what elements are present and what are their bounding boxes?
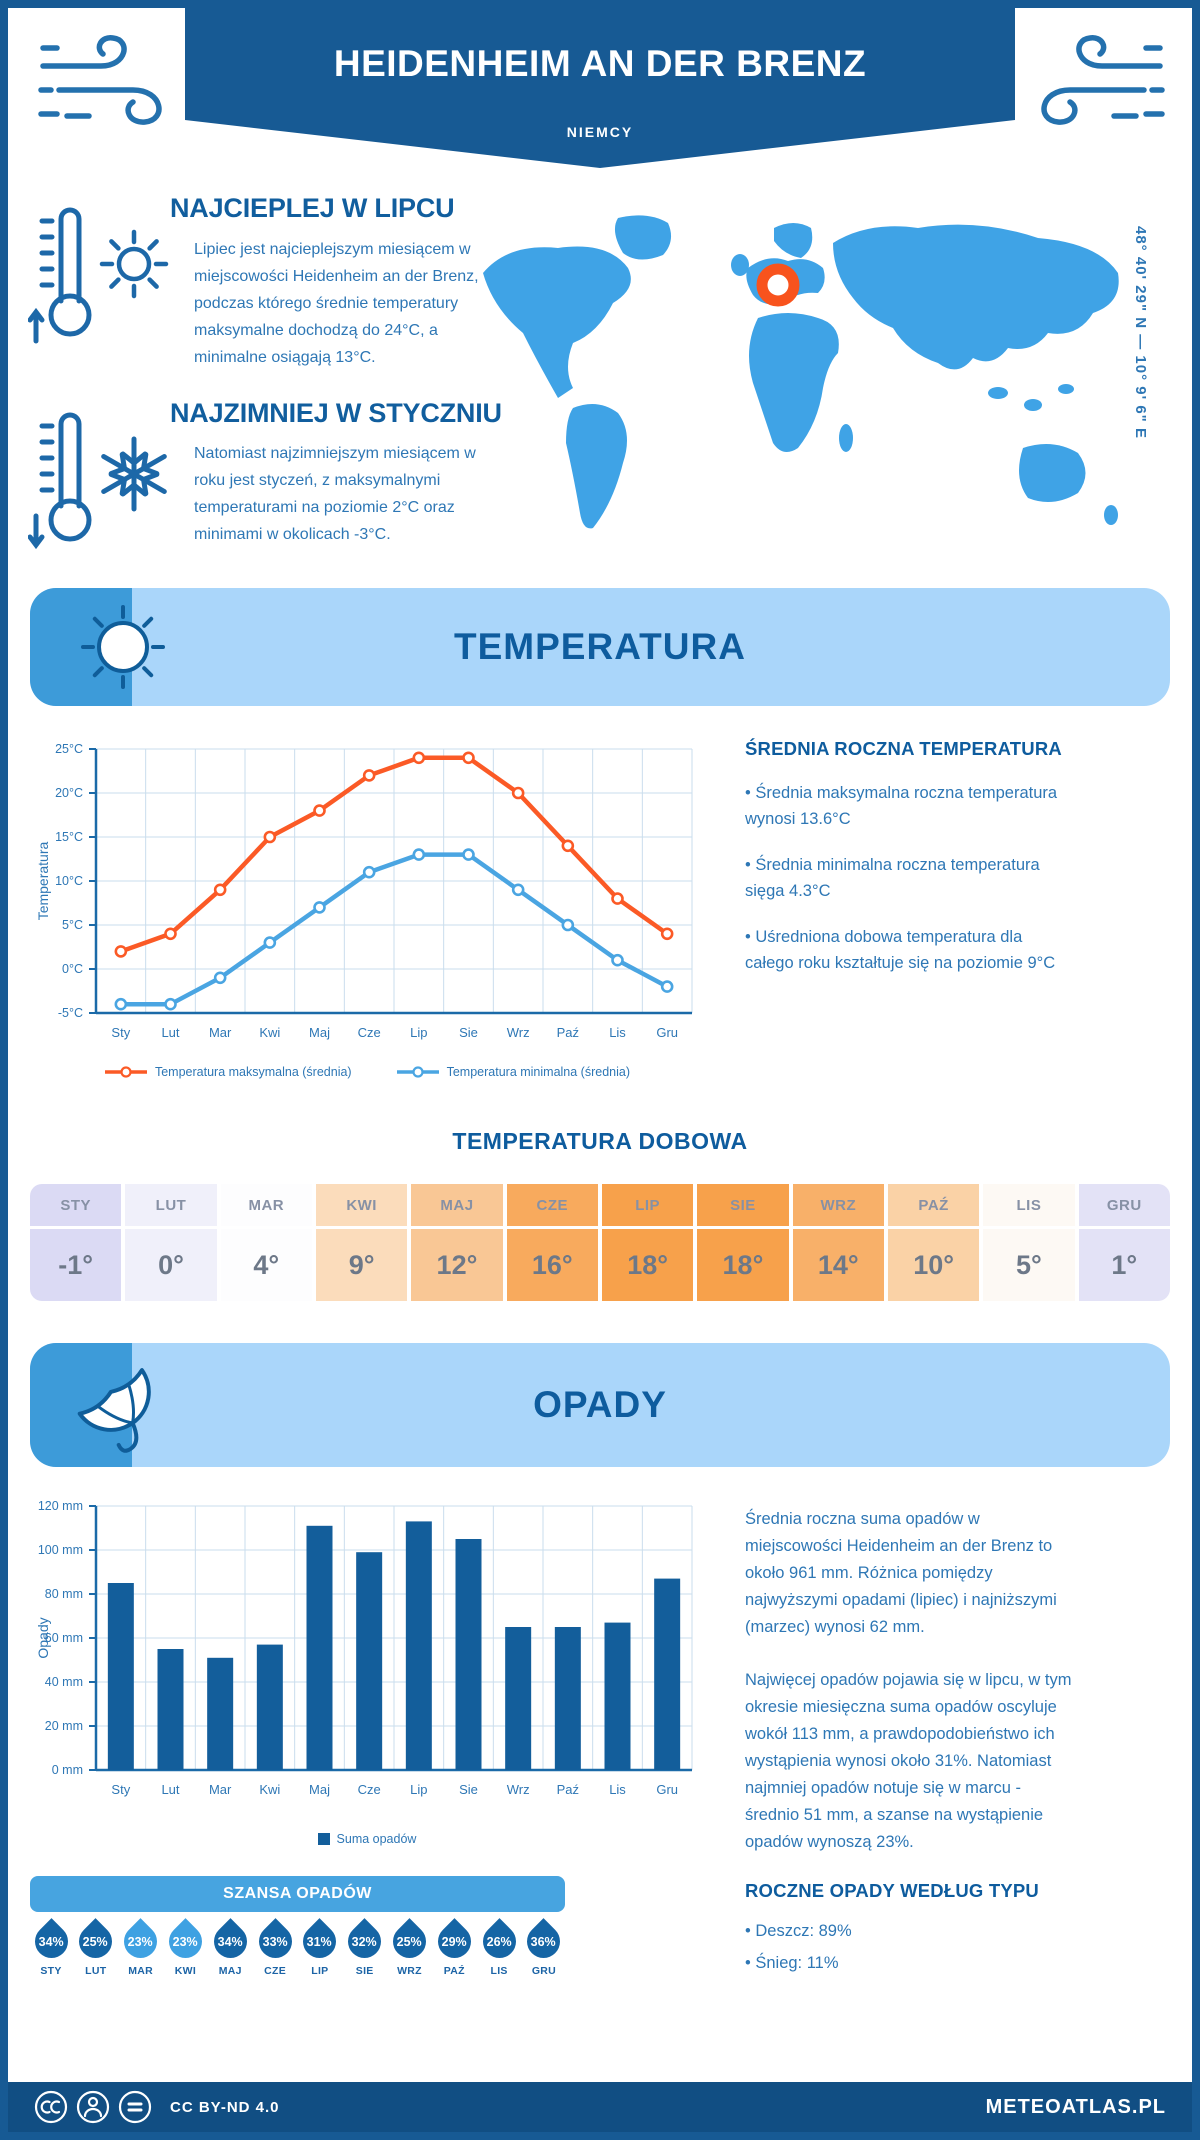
daily-temp-column bbox=[602, 1184, 693, 1301]
legend-line-marker bbox=[104, 1066, 148, 1078]
svg-text:Mar: Mar bbox=[208, 1782, 232, 1797]
svg-text:100 mm: 100 mm bbox=[37, 1543, 83, 1557]
daily-temp-month: MAJ bbox=[411, 1184, 502, 1226]
daily-temp-column bbox=[983, 1184, 1074, 1301]
svg-text:Gru: Gru bbox=[656, 1025, 679, 1040]
water-drop-icon bbox=[162, 1918, 209, 1965]
svg-text:Kwi: Kwi bbox=[259, 1025, 281, 1040]
water-drop-icon bbox=[72, 1918, 119, 1965]
page-title: HEIDENHEIM AN DER BRENZ bbox=[333, 43, 867, 84]
water-drop-icon bbox=[341, 1918, 388, 1965]
temperature-legend bbox=[32, 1065, 702, 1079]
svg-text:20 mm: 20 mm bbox=[44, 1719, 83, 1733]
svg-text:Wrz: Wrz bbox=[506, 1782, 530, 1797]
daily-temperature-heading: TEMPERATURA DOBOWA bbox=[452, 1128, 748, 1154]
chance-drop-item bbox=[478, 1916, 520, 1977]
daily-temp-value: 18° bbox=[602, 1229, 693, 1301]
annual-temp-bullet: • Średnia minimalna roczna temperatura sięga 4.3°C bbox=[745, 856, 1040, 900]
daily-temp-month: PAŹ bbox=[888, 1184, 979, 1226]
daily-temp-value: 18° bbox=[697, 1229, 788, 1301]
chance-month: GRU bbox=[531, 1965, 557, 1977]
daily-temp-column bbox=[793, 1184, 884, 1301]
umbrella-icon bbox=[68, 1353, 172, 1457]
precipitation-banner bbox=[30, 1343, 1170, 1467]
daily-temp-column bbox=[316, 1184, 407, 1301]
sun-icon bbox=[93, 223, 175, 305]
coordinates-label: 48° 40' 29" N — 10° 9' 6" E bbox=[1132, 226, 1149, 439]
svg-text:60 mm: 60 mm bbox=[44, 1631, 83, 1645]
svg-text:Opady: Opady bbox=[35, 1617, 51, 1659]
site-link[interactable]: METEOATLAS.PL bbox=[985, 2095, 1166, 2118]
chance-percent: 34% bbox=[38, 1934, 64, 1949]
chance-percent: 26% bbox=[486, 1934, 512, 1949]
water-drop-icon bbox=[207, 1918, 254, 1965]
svg-text:Gru: Gru bbox=[656, 1782, 679, 1797]
chance-drop-item bbox=[299, 1916, 341, 1977]
location-marker bbox=[762, 269, 794, 301]
daily-temp-column bbox=[125, 1184, 216, 1301]
svg-text:0 mm: 0 mm bbox=[51, 1763, 83, 1777]
warmest-heading: NAJCIEPLEJ W LIPCU bbox=[170, 193, 455, 223]
svg-text:Temperatura: Temperatura bbox=[35, 841, 51, 921]
no-derivatives-icon bbox=[118, 2090, 152, 2124]
daily-temp-month: LUT bbox=[125, 1184, 216, 1226]
coldest-text: Natomiast najzimniejszym miesiącem w roku jest styczeń, z maksymalnymi temperaturami na poziomie 2°C oraz minimami w okolicach -3°C. bbox=[194, 445, 476, 543]
daily-temp-month: WRZ bbox=[793, 1184, 884, 1226]
svg-text:Sie: Sie bbox=[459, 1025, 478, 1040]
warmest-text: Lipiec jest najcieplejszym miesiącem w miejscowości Heidenheim an der Brenz, podczas którego średnie temperatury maksymalne dochodzą do 24°C, a minimalne osiągają 13°C. bbox=[194, 241, 479, 366]
chance-drop-item bbox=[30, 1916, 72, 1977]
attribution-icon bbox=[76, 2090, 110, 2124]
svg-text:Lip: Lip bbox=[410, 1782, 428, 1797]
svg-text:Sie: Sie bbox=[459, 1782, 478, 1797]
legend-square-marker bbox=[318, 1833, 330, 1845]
chance-month: PAŹ bbox=[443, 1965, 465, 1977]
precipitation-summary-2: Najwięcej opadów pojawia się w lipcu, w tym okresie miesięczna suma opadów oscyluje wokół 113 mm, a prawdopodobieństwo ich wystąpienia wynosi około 31%. Natomiast najmniej opadów notuje się w marcu - średnio 51 mm, a szanse na wystąpienie opadów wynoszą 23%. bbox=[745, 1671, 1072, 1851]
precipitation-legend bbox=[32, 1832, 702, 1846]
water-drop-icon bbox=[386, 1918, 433, 1965]
daily-temp-column bbox=[221, 1184, 312, 1301]
temperature-banner-title: TEMPERATURA bbox=[454, 626, 746, 667]
legend-item bbox=[104, 1065, 352, 1079]
daily-temp-column bbox=[30, 1184, 121, 1301]
world-map bbox=[478, 213, 1128, 548]
daily-temp-value: 0° bbox=[125, 1229, 216, 1301]
chance-drop-item bbox=[120, 1916, 162, 1977]
cc-icon bbox=[34, 2090, 68, 2124]
svg-text:Lip: Lip bbox=[410, 1025, 428, 1040]
chance-drop-item bbox=[344, 1916, 386, 1977]
svg-text:Sty: Sty bbox=[111, 1025, 131, 1040]
chance-percent: 25% bbox=[396, 1934, 423, 1949]
chance-percent: 34% bbox=[217, 1934, 243, 1949]
sun-badge-icon bbox=[78, 602, 168, 692]
water-drop-icon bbox=[521, 1918, 568, 1965]
header-ribbon bbox=[185, 8, 1015, 120]
svg-text:Mar: Mar bbox=[208, 1025, 232, 1040]
svg-text:Lut: Lut bbox=[161, 1782, 180, 1797]
daily-temp-value: 9° bbox=[316, 1229, 407, 1301]
daily-temp-value: 14° bbox=[793, 1229, 884, 1301]
svg-text:Lis: Lis bbox=[609, 1025, 626, 1040]
daily-temp-month: MAR bbox=[221, 1184, 312, 1226]
legend-label: Temperatura minimalna (średnia) bbox=[446, 1065, 630, 1079]
daily-temp-column bbox=[1079, 1184, 1170, 1301]
rain-share-bullet: • Deszcz: 89% bbox=[745, 1922, 852, 1940]
svg-text:Lis: Lis bbox=[609, 1782, 626, 1797]
snow-share-bullet: • Śnieg: 11% bbox=[745, 1954, 839, 1972]
license-label: CC BY-ND 4.0 bbox=[170, 2098, 280, 2116]
precipitation-by-type-heading: ROCZNE OPADY WEDŁUG TYPU bbox=[745, 1880, 1039, 1901]
daily-temp-month: SIE bbox=[697, 1184, 788, 1226]
svg-text:80 mm: 80 mm bbox=[44, 1587, 83, 1601]
precipitation-banner-title: OPADY bbox=[533, 1384, 667, 1425]
svg-text:15°C: 15°C bbox=[55, 830, 83, 844]
chance-percent: 25% bbox=[83, 1934, 109, 1949]
thermometer-up-icon bbox=[28, 193, 100, 348]
water-drop-icon bbox=[476, 1918, 523, 1965]
wind-icon bbox=[1020, 28, 1170, 143]
daily-temp-value: 1° bbox=[1079, 1229, 1170, 1301]
chance-of-precipitation-header: SZANSA OPADÓW bbox=[30, 1876, 565, 1912]
chance-month: MAR bbox=[128, 1965, 154, 1977]
daily-temp-month: GRU bbox=[1079, 1184, 1170, 1226]
svg-text:Maj: Maj bbox=[309, 1025, 330, 1040]
daily-temp-month: CZE bbox=[507, 1184, 598, 1226]
wind-icon bbox=[33, 28, 183, 143]
daily-temp-value: 16° bbox=[507, 1229, 598, 1301]
svg-text:-5°C: -5°C bbox=[57, 1006, 83, 1020]
water-drop-icon bbox=[297, 1918, 344, 1965]
daily-temp-month: STY bbox=[30, 1184, 121, 1226]
snowflake-icon bbox=[93, 433, 175, 515]
svg-text:120 mm: 120 mm bbox=[37, 1499, 83, 1513]
chance-percent: 33% bbox=[262, 1934, 288, 1949]
chance-month: MAJ bbox=[218, 1965, 242, 1977]
daily-temperature-table bbox=[30, 1184, 1170, 1301]
chance-month: WRZ bbox=[397, 1965, 422, 1977]
chance-percent: 36% bbox=[531, 1934, 557, 1949]
chance-drop-item bbox=[433, 1916, 475, 1977]
chance-drop-item bbox=[254, 1916, 296, 1977]
water-drop-icon bbox=[28, 1918, 75, 1965]
chance-month: KWI bbox=[174, 1965, 197, 1977]
annual-temp-bullet: • Średnia maksymalna roczna temperatura wynosi 13.6°C bbox=[745, 784, 1058, 828]
daily-temp-value: 10° bbox=[888, 1229, 979, 1301]
daily-temp-value: 4° bbox=[221, 1229, 312, 1301]
annual-temp-bullet: • Uśredniona dobowa temperatura dla całego roku kształtuje się na poziomie 9°C bbox=[745, 928, 1056, 972]
daily-temp-value: -1° bbox=[30, 1229, 121, 1301]
svg-text:25°C: 25°C bbox=[55, 742, 83, 756]
svg-text:Kwi: Kwi bbox=[259, 1782, 281, 1797]
legend-item bbox=[318, 1832, 417, 1846]
temperature-banner bbox=[30, 588, 1170, 706]
legend-item bbox=[396, 1065, 630, 1079]
svg-text:Paź: Paź bbox=[556, 1025, 580, 1040]
chance-month: CZE bbox=[264, 1965, 287, 1977]
precipitation-summary-1: Średnia roczna suma opadów w miejscowości Heidenheim an der Brenz to około 961 mm. Różnica pomiędzy najwyższymi opadami (lipiec) i najniższymi (marzec) wynosi 62 mm. bbox=[745, 1510, 1057, 1636]
legend-label: Suma opadów bbox=[336, 1832, 417, 1846]
svg-text:Sty: Sty bbox=[111, 1782, 131, 1797]
chance-month: LIS bbox=[490, 1965, 508, 1977]
svg-text:5°C: 5°C bbox=[62, 918, 83, 932]
daily-temp-month: KWI bbox=[316, 1184, 407, 1226]
daily-temp-value: 5° bbox=[983, 1229, 1074, 1301]
chance-percent: 31% bbox=[307, 1934, 333, 1949]
svg-text:Maj: Maj bbox=[309, 1782, 330, 1797]
daily-temp-column bbox=[697, 1184, 788, 1301]
daily-temp-month: LIS bbox=[983, 1184, 1074, 1226]
daily-temp-value: 12° bbox=[411, 1229, 502, 1301]
footer bbox=[8, 2082, 1192, 2132]
chance-percent: 23% bbox=[172, 1934, 198, 1949]
svg-text:20°C: 20°C bbox=[55, 786, 83, 800]
legend-label: Temperatura maksymalna (średnia) bbox=[154, 1065, 352, 1079]
svg-text:0°C: 0°C bbox=[62, 962, 83, 976]
water-drop-icon bbox=[252, 1918, 299, 1965]
chance-drop-item bbox=[209, 1916, 251, 1977]
chance-month: STY bbox=[40, 1965, 62, 1977]
svg-text:Cze: Cze bbox=[357, 1782, 381, 1797]
water-drop-icon bbox=[431, 1918, 478, 1965]
legend-line-marker bbox=[396, 1066, 440, 1078]
daily-temp-column bbox=[888, 1184, 979, 1301]
precipitation-by-type-panel bbox=[745, 1880, 1170, 1978]
svg-text:Wrz: Wrz bbox=[506, 1025, 530, 1040]
thermometer-down-icon bbox=[28, 398, 100, 553]
chance-month: LIP bbox=[311, 1965, 329, 1977]
svg-text:40 mm: 40 mm bbox=[44, 1675, 83, 1689]
temperature-line-chart bbox=[32, 735, 702, 1065]
chance-of-precipitation-drops bbox=[30, 1916, 565, 1977]
license-badges[interactable] bbox=[34, 2090, 152, 2124]
chance-month: LUT bbox=[85, 1965, 107, 1977]
daily-temp-column bbox=[507, 1184, 598, 1301]
annual-temperature-heading: ŚREDNIA ROCZNA TEMPERATURA bbox=[745, 738, 1062, 759]
chance-percent: 29% bbox=[441, 1934, 467, 1949]
svg-text:Lut: Lut bbox=[161, 1025, 180, 1040]
precipitation-summary-panel bbox=[745, 1506, 1170, 1856]
daily-temp-column bbox=[411, 1184, 502, 1301]
svg-text:Paź: Paź bbox=[556, 1782, 580, 1797]
annual-temperature-panel bbox=[745, 738, 1170, 976]
daily-temp-month: LIP bbox=[602, 1184, 693, 1226]
chance-percent: 32% bbox=[352, 1934, 378, 1949]
coldest-heading: NAJZIMNIEJ W STYCZNIU bbox=[170, 398, 502, 428]
chance-drop-item bbox=[523, 1916, 565, 1977]
chance-month: SIE bbox=[355, 1965, 374, 1977]
svg-text:10°C: 10°C bbox=[55, 874, 83, 888]
country-label: NIEMCY bbox=[566, 124, 634, 140]
chance-drop-item bbox=[75, 1916, 117, 1977]
svg-text:Cze: Cze bbox=[357, 1025, 381, 1040]
water-drop-icon bbox=[117, 1918, 164, 1965]
chance-percent: 23% bbox=[128, 1934, 154, 1949]
chance-drop-item bbox=[389, 1916, 431, 1977]
chance-drop-item bbox=[164, 1916, 206, 1977]
precipitation-bar-chart bbox=[32, 1492, 702, 1822]
